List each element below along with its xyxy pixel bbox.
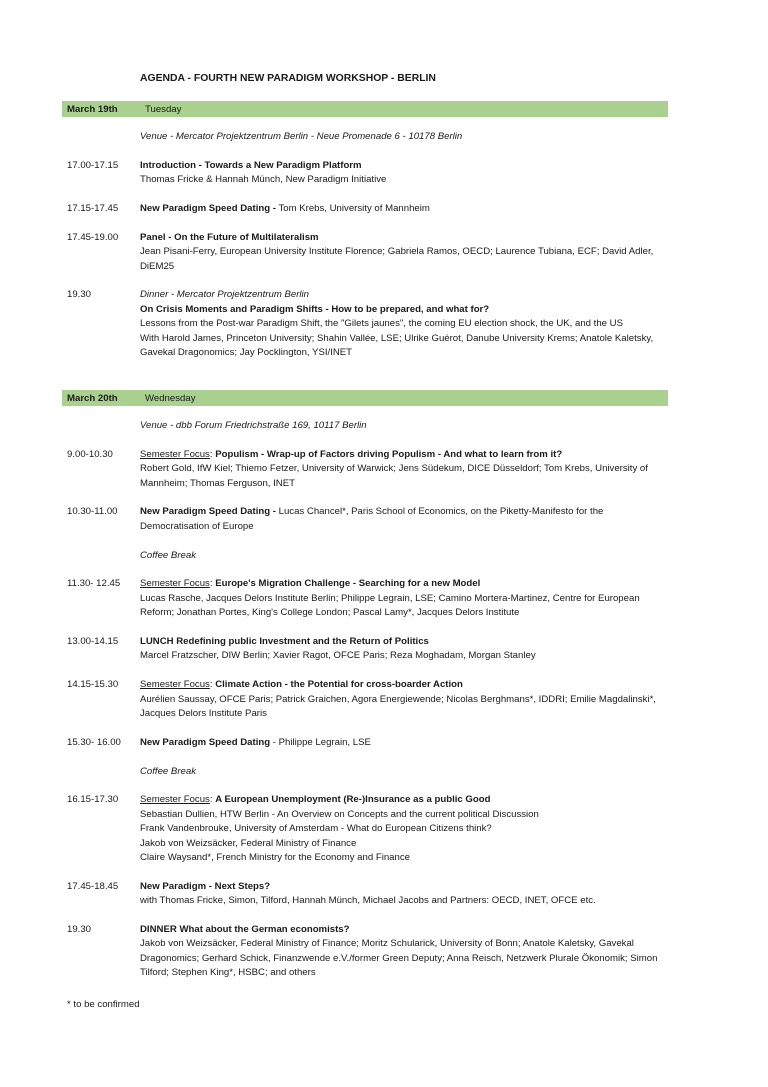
entry-time [62,765,140,779]
entry-title-line [140,880,664,894]
entry-body [140,678,668,721]
entry-body [140,448,668,491]
agenda-entry [62,736,668,750]
day-header-band [62,390,668,406]
entry-italic-line: Coffee Break [140,549,196,561]
entry-body [140,635,668,664]
entry-body [140,159,668,188]
entry-detail-line: Marcel Fratzscher, DIW Berlin; Xavier Ragot, OFCE Paris; Reza Moghadam, Morgan Stanley [140,650,536,662]
colon: : [209,679,216,691]
entry-title: Climate Action - the Potential for cross-boarder Action [215,679,463,691]
entry-body [140,923,668,981]
agenda-entry [62,635,668,664]
entry-title-line [140,736,664,750]
entry-detail-line: With Harold James, Princeton University; Shahin Vallée, LSE; Ulrike Guérot, Danube University Krems; Anatole Kaletsky, Gavekal Dragonomics; Jay Pocklington, YSI/INET [140,332,654,359]
entry-title-line [140,448,664,462]
entry-title-line [140,793,664,807]
agenda-entry [62,549,668,563]
entry-time [62,419,140,433]
entry-title: Panel - On the Future of Multilateralism [140,231,319,243]
agenda-entry [62,448,668,491]
entry-body [140,202,668,216]
entry-title-line [140,231,664,245]
entry-body [140,288,668,360]
agenda-entry [62,678,668,721]
entry-italic-line: Venue - Mercator Projektzentrum Berlin - Neue Promenade 6 - 10178 Berlin [140,131,463,142]
entry-time: 9.00-10.30 [67,448,113,460]
entry-detail-line: Jean Pisani-Ferry, European University Institute Florence; Gabriela Ramos, OECD; Laurence Tubiana, ECF; David Adler, DiEM25 [140,246,654,272]
page-title: AGENDA - FOURTH NEW PARADIGM WORKSHOP - BERLIN [140,73,436,84]
entry-title: LUNCH Redefining public Investment and the Return of Politics [140,636,429,648]
entry-detail-line: with Thomas Fricke, Simon, Tilford, Hannah Münch, Michael Jacobs and Partners: OECD, INET, OFCE etc. [140,895,596,907]
entry-time [62,130,140,144]
semester-focus-label: Semester Focus [140,448,210,460]
entry-title-line [140,577,664,591]
entry-title-line [140,635,664,649]
entry-body [140,130,668,144]
entry-body [140,549,668,563]
entry-detail-line: Claire Waysand*, French Ministry for the Economy and Finance [140,852,410,864]
agenda-entry [62,923,668,981]
entry-title: Introduction - Towards a New Paradigm Platform [140,159,362,171]
entry-time: 19.30 [67,924,92,936]
entry-time [62,549,140,563]
agenda-entry [62,202,668,216]
agenda-entry [62,793,668,865]
agenda-entry [62,880,668,909]
entry-italic-line: Dinner - Mercator Projektzentrum Berlin [140,289,310,301]
entry-title: New Paradigm - Next Steps? [140,880,271,892]
entry-title: Europe's Migration Challenge - Searching for a new Model [215,578,481,590]
entry-italic-line: Coffee Break [140,765,196,777]
entry-detail-line: Aurélien Saussay, OFCE Paris; Patrick Graichen, Agora Energiewende; Nicolas Berghmans*, IDDRI; Emilie Magdalinski*, Jacques Delors Institute Paris [140,693,656,720]
entry-time: 17.00-17.15 [67,159,119,171]
entry-title: A European Unemployment (Re-)Insurance as a public Good [215,794,491,806]
semester-focus-label: Semester Focus [140,794,210,806]
entry-time: 10.30-11.00 [67,506,118,518]
entry-speakers-inline: Tom Krebs, University of Mannheim [275,203,430,214]
agenda-entry [62,419,668,433]
entry-title: On Crisis Moments and Paradigm Shifts - How to be prepared, and what for? [140,303,490,315]
entry-time: 17.45-18.45 [67,880,119,892]
agenda-entry [62,505,668,534]
entry-time: 13.00-14.15 [67,636,119,648]
agenda-entry [62,159,668,188]
day-weekday: Wednesday [145,392,196,404]
entry-title-line [140,159,664,173]
entry-title-line [140,202,664,216]
day-header-band [62,101,668,117]
entry-body [140,231,668,274]
footnote: * to be confirmed [67,999,140,1010]
entry-detail-line: Jakob von Weizsäcker, Federal Ministry of Finance; Moritz Schularick, University of Bonn; Anatole Kaletsky, Gavekal Dragonomics; Gerhard Schick, Finanzwende e.V./former Green Deputy; Anna Reisch, Netzwerk Plurale Ökonomik; Simon Tilford; Stephen King*, HSBC; and others [140,938,658,979]
entry-title: DINNER What about the German economists? [140,924,350,936]
entry-body [140,765,668,779]
semester-focus-label: Semester Focus [140,679,210,691]
entry-detail-line: Lucas Rasche, Jacques Delors Institute Berlin; Philippe Legrain, LSE; Camino Mortera-Martinez, Centre for European Reform; Jonathan Portes, King's College London; Pascal Lamy*, Jacques Delors Institute [140,592,640,619]
day-march-20 [62,390,668,981]
agenda-entry [62,765,668,779]
entry-title: New Paradigm Speed Dating [140,736,271,748]
entry-italic-line: Venue - dbb Forum Friedrichstraße 169, 10117 Berlin [140,420,367,431]
entry-body [140,505,668,534]
entry-time: 19.30 [67,289,92,301]
entry-time: 17.45-19.00 [67,231,119,243]
agenda-entry [62,288,668,360]
entry-detail-line: Jakob von Weizsäcker, Federal Ministry of Finance [140,837,357,849]
entry-time: 11.30- 12.45 [67,578,121,590]
colon: : [209,578,216,590]
day-weekday: Tuesday [145,103,182,115]
day-march-19 [62,101,668,360]
entry-detail-line: Robert Gold, IfW Kiel; Thiemo Fetzer, University of Warwick; Jens Südekum, DICE Düsseldorf; Tom Krebs, University of Mannheim; Thomas Ferguson, INET [140,463,648,489]
entry-body [140,880,668,909]
agenda-entry [62,231,668,274]
entry-title-line [140,505,664,534]
entry-body [140,793,668,865]
agenda-entry [62,577,668,620]
agenda-entry [62,130,668,144]
entry-time: 14.15-15.30 [67,679,119,691]
colon: : [209,448,216,460]
entry-title: New Paradigm Speed Dating - [140,506,276,518]
entry-time: 15.30- 16.00 [67,736,121,748]
entry-detail-line: Sebastian Dullien, HTW Berlin - An Overview on Concepts and the current political Discussion [140,808,539,820]
semester-focus-label: Semester Focus [140,578,210,590]
entry-body [140,419,668,433]
entry-detail-line: Thomas Fricke & Hannah Münch, New Paradigm Initiative [140,174,387,186]
entry-time: 17.15-17.45 [67,203,119,214]
colon: : [209,794,216,806]
entry-body [140,736,668,750]
entry-detail-line: Frank Vandenbrouke, University of Amsterdam - What do European Citizens think? [140,823,492,835]
entry-title-line [140,303,664,317]
entry-speakers-inline: - Philippe Legrain, LSE [270,736,371,748]
entry-time: 16.15-17.30 [67,794,119,806]
entry-title-line [140,678,664,692]
entry-title: Populism - Wrap-up of Factors driving Populism - And what to learn from it? [215,448,563,460]
entry-body [140,577,668,620]
day-date: March 19th [67,103,118,115]
day-date: March 20th [67,392,118,404]
entry-speakers-inline: Lucas Chancel*, Paris School of Economics, on the Piketty-Manifesto for the Democratisation of Europe [140,506,604,532]
entry-detail-line: Lessons from the Post-war Paradigm Shift, the "Gilets jaunes", the coming EU election shock, the UK, and the US [140,318,623,330]
entry-title-line [140,923,664,937]
entry-title: New Paradigm Speed Dating - [140,203,276,214]
